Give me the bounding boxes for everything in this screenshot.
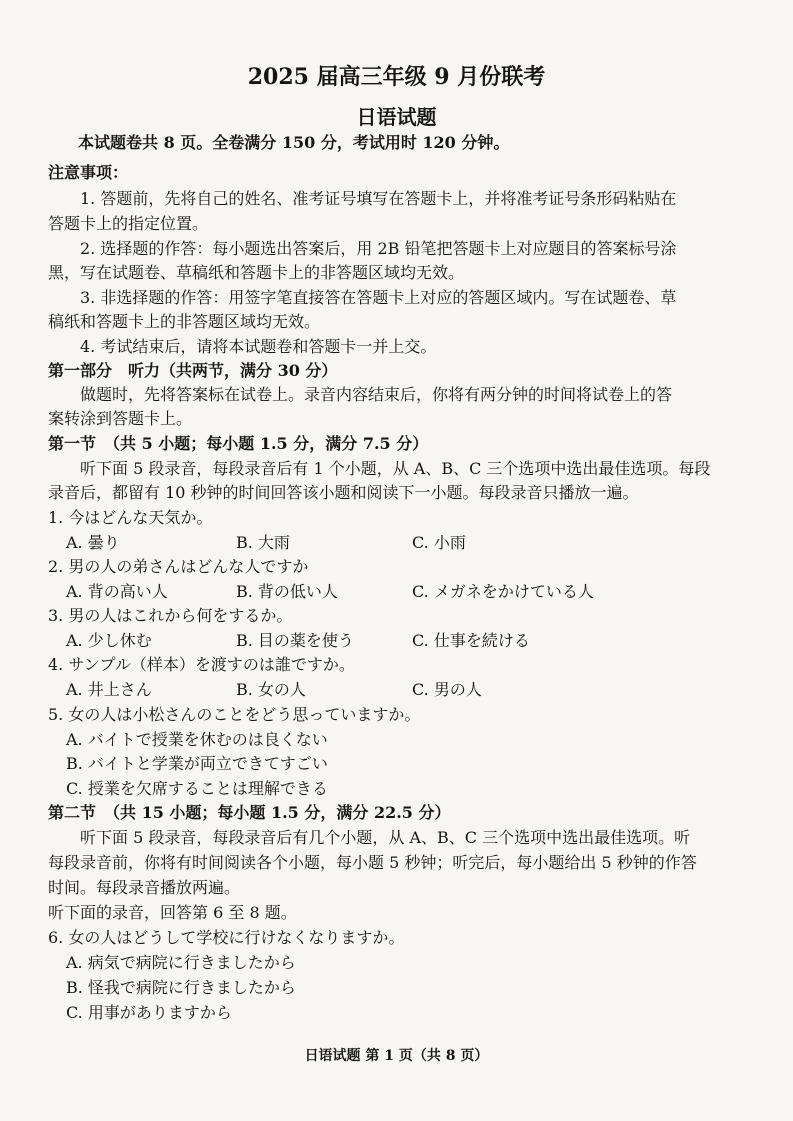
question-1: 1. 今はどんな天気か。: [48, 508, 213, 527]
q1-option-b: B. 大雨: [236, 533, 290, 552]
exam-title: 2025 届高三年级 9 月份联考: [247, 64, 546, 90]
section2-heading: 第二节 （共 15 小题；每小题 1.5 分，满分 22.5 分）: [48, 803, 451, 822]
q3-option-c: C. 仕事を続ける: [412, 631, 530, 650]
section1-desc-2: 录音后，都留有 10 秒钟的时间回答该小题和阅读下一小题。每段录音只播放一遍。: [48, 483, 639, 502]
q3-option-b: B. 目の薬を使う: [236, 631, 354, 650]
notice-item-3-cont: 稿纸和答题卡上的非答题区域均无效。: [48, 312, 321, 331]
q2-option-c: C. メガネをかけている人: [412, 582, 594, 601]
notice-item-3: 3. 非选择题的作答：用签字笔直接答在答题卡上对应的答题区域内。写在试题卷、草: [80, 288, 677, 307]
notice-item-4: 4. 考试结束后，请将本试题卷和答题卡一并上交。: [80, 337, 437, 356]
question-5: 5. 女の人は小松さんのことをどう思っていますか。: [48, 705, 421, 724]
q4-option-c: C. 男の人: [412, 680, 482, 699]
section2-desc-3: 时间。每段录音播放两遍。: [48, 878, 241, 897]
page-footer: 日语试题 第 1 页（共 8 页）: [304, 1048, 489, 1064]
part1-heading: 第一部分 听力（共两节，满分 30 分）: [48, 361, 338, 380]
section2-desc-1: 听下面 5 段录音，每段录音后有几个小题，从 A、B、C 三个选项中选出最佳选项。听: [80, 828, 691, 847]
section1-heading: 第一节 （共 5 小题；每小题 1.5 分，满分 7.5 分）: [48, 434, 429, 453]
q5-option-a: A. バイトで授業を休むのは良くない: [66, 730, 328, 749]
q1-option-a: A. 曇り: [66, 533, 120, 552]
section2-instruction: 听下面的录音，回答第 6 至 8 题。: [48, 903, 297, 922]
question-6: 6. 女の人はどうして学校に行けなくなりますか。: [48, 928, 405, 947]
q4-option-a: A. 井上さん: [66, 680, 152, 699]
notice-heading: 注意事项：: [48, 163, 129, 182]
q6-option-c: C. 用事がありますから: [66, 1003, 232, 1022]
notice-item-2: 2. 选择题的作答：每小题选出答案后，用 2B 铅笔把答题卡上对应题目的答案标号涂: [80, 239, 677, 258]
q6-option-a: A. 病気で病院に行きましたから: [66, 953, 296, 972]
part1-desc-2: 案转涂到答题卡上。: [48, 409, 193, 428]
q2-option-a: A. 背の高い人: [66, 582, 168, 601]
exam-intro: 本试题卷共 8 页。全卷满分 150 分，考试用时 120 分钟。: [78, 133, 510, 152]
question-3: 3. 男の人はこれから何をするか。: [48, 606, 293, 625]
question-2: 2. 男の人の弟さんはどんな人ですか: [48, 557, 309, 576]
section2-desc-2: 每段录音前，你将有时间阅读各个小题，每小题 5 秒钟；听完后，每小题给出 5 秒钟的作答: [48, 853, 697, 872]
q5-option-b: B. バイトと学業が両立できてすごい: [66, 754, 328, 773]
q4-option-b: B. 女の人: [236, 680, 306, 699]
notice-item-1: 1. 答题前，先将自己的姓名、准考证号填写在答题卡上，并将准考证号条形码粘贴在: [80, 189, 677, 208]
q6-option-b: B. 怪我で病院に行きましたから: [66, 978, 296, 997]
notice-item-1-cont: 答题卡上的指定位置。: [48, 214, 209, 233]
part1-desc-1: 做题时，先将答案标在试卷上。录音内容结束后，你将有两分钟的时间将试卷上的答: [80, 385, 673, 404]
section1-desc-1: 听下面 5 段录音，每段录音后有 1 个小题，从 A、B、C 三个选项中选出最佳选项。每段: [80, 459, 711, 478]
q2-option-b: B. 背の低い人: [236, 582, 338, 601]
q1-option-c: C. 小雨: [412, 533, 466, 552]
q5-option-c: C. 授業を欠席することは理解できる: [66, 779, 328, 798]
q3-option-a: A. 少し休む: [66, 631, 152, 650]
question-4: 4. サンプル（样本）を渡すのは誰ですか。: [48, 655, 355, 674]
notice-item-2-cont: 黑，写在试题卷、草稿纸和答题卡上的非答题区域均无效。: [48, 263, 465, 282]
exam-subject: 日语试题: [356, 105, 437, 129]
